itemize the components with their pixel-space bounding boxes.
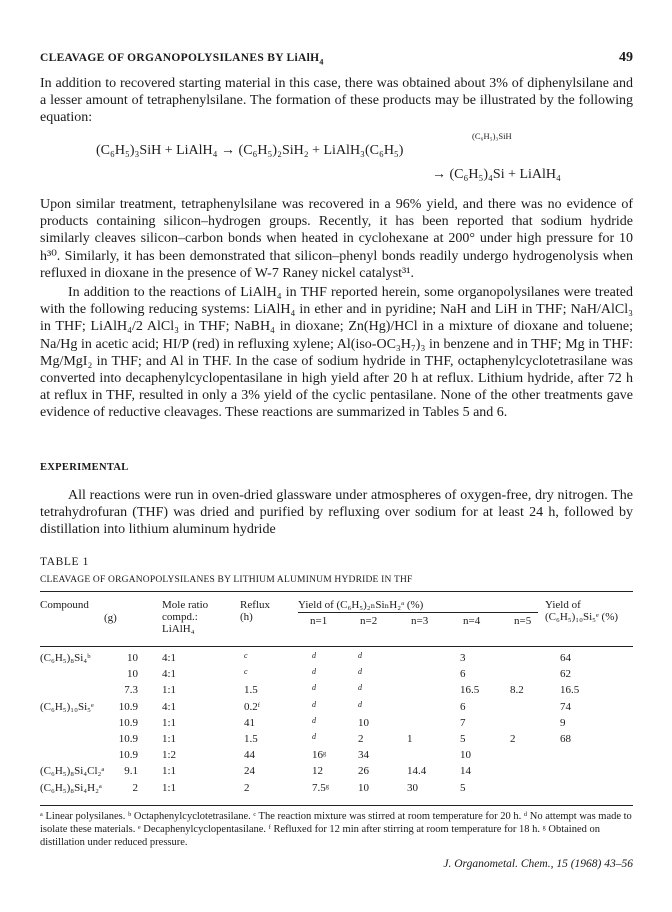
table-cell-compound: (C₆H₅)₈Si₄Cl₂ᵃ xyxy=(40,765,105,778)
header-reflux: Reflux (h) xyxy=(240,599,270,623)
table-cell-g: 10 xyxy=(127,652,138,664)
table-cell-ratio: 1:1 xyxy=(162,733,177,745)
table-cell-n2: d xyxy=(358,699,362,709)
header-mole-ratio: Mole ratio compd.: LiAlH₄ xyxy=(162,599,209,635)
table-cell-ratio: 1:1 xyxy=(162,765,177,778)
table-cell-n1: d xyxy=(312,651,316,660)
table-cell-compound: (C₆H₅)₈Si₄ᵇ xyxy=(40,652,91,664)
table-cell-n3: 30 xyxy=(407,781,418,794)
table-cell-n2: 34 xyxy=(358,749,369,762)
paragraph-tetraphenylsilane: Upon similar treatment, tetraphenylsilane was recovered in a 96% yield, and there was no evidence of products containing silicon–hydrogen groups. Recently, it has been reported that sodium hydride similarly cleaves silicon–carbon bonds when heated in cyclohexane at 200° under high pressure for 10 h³⁰. Similarly, it has been demonstrated that silicon–phenyl bonds readily undergo hydrogenolysis when refluxed in dioxane in the presence of W-7 Raney nickel catalyst³¹. xyxy=(40,197,633,281)
table-cell-ratio: 4:1 xyxy=(162,700,177,713)
table-cell-ratio: 1:1 xyxy=(162,684,177,697)
equation-catalyst: (C₆H₅)₃SiH xyxy=(472,131,512,141)
table-cell-ratio: 1:2 xyxy=(162,749,177,762)
table-cell-reflux: c xyxy=(244,667,248,677)
section-heading-experimental: EXPERIMENTAL xyxy=(40,462,129,473)
table-cell-last: 64 xyxy=(560,652,571,664)
table-cell-n4: 10 xyxy=(460,749,471,762)
table-cell-reflux: 24 xyxy=(244,765,255,778)
table-footnotes: ᵃ Linear polysilanes. ᵇ Octaphenylcyclotetrasilane. ᶜ The reaction mixture was stirred at room temperature for 20 h. ᵈ No attempt was made to isolate these materials. ᵉ Decaphenylcyclopentasilane. ᶠ Refluxed for 12 min after stirring at room temperature for 18 h. ᵍ Obtained on distillation under reduced pressure. xyxy=(40,811,632,848)
header-compound: Compound xyxy=(40,599,89,611)
table-cell-n5: 8.2 xyxy=(510,684,524,697)
paragraph-reducing-systems-text: In addition to the reactions of LiAlH₄ in THF reported herein, some organopolysilanes were treated with the following reducing systems: LiAlH₄ in ether and in pyridine; NaH and LiH in THF; NaH/AlCl₃ in THF; LiAlH₄/2 AlCl₃ in THF; NaBH₄ in dioxane; Zn(Hg)/HCl in a mixture of dioxane and toluene; Na/Hg in acetic acid; HI/P (red) in refluxing xylene; Al(iso-OC₃H₇)₃ in benzene and in THF; Mg in THF: Mg/MgI₂ in THF; and Al in THF. In the case of sodium hydride in THF, octaphenylcyclotetrasilane was converted into decaphenylcyclopentasilane in high yield after 20 h at reflux. Lithium hydride, after 72 h at reflux in THF, resulted in only a 3% yield of the cyclic pentasilane. None of the other treatments gave evidence of reductive cleavages. These reactions are summarized in Tables 5 and 6. xyxy=(40,285,633,421)
table-cell-n4: 7 xyxy=(460,716,466,729)
paragraph-intro: In addition to recovered starting material in this case, there was obtained about 3% of diphenylsilane and a lesser amount of tetraphenylsilane. The formation of these products may be illustrated by the following equation: xyxy=(40,76,633,126)
header-n4: n=4 xyxy=(463,615,481,627)
table-header-rule xyxy=(40,646,633,647)
table-cell-reflux: 41 xyxy=(244,716,255,729)
table-cell-n1: d xyxy=(312,699,316,709)
table-cell-reflux: 0.2ᶠ xyxy=(244,700,261,713)
header-n2: n=2 xyxy=(360,615,378,627)
table-cell-n4: 6 xyxy=(460,668,466,681)
table-cell-ratio: 1:1 xyxy=(162,716,177,729)
header-n3: n=3 xyxy=(411,615,429,627)
table-cell-g: 10.9 xyxy=(118,749,138,762)
table-cell-n1: 16ᵍ xyxy=(312,749,327,762)
running-head xyxy=(40,50,633,66)
table-cell-g: 9.1 xyxy=(124,765,138,778)
journal-citation: J. Organometal. Chem., 15 (1968) 43–56 xyxy=(443,858,633,870)
table-cell-n1: d xyxy=(312,683,316,693)
table-cell-g: 7.3 xyxy=(124,684,138,697)
header-yield-last: Yield of (C₆H₅)₁₀Si₅ᵉ (%) xyxy=(545,599,619,623)
table-cell-n2: d xyxy=(358,667,362,677)
paragraph-experimental xyxy=(40,487,633,539)
header-group-rule xyxy=(298,612,538,613)
table-cell-n4: 5 xyxy=(460,733,466,745)
table-cell-reflux: c xyxy=(244,651,248,660)
table-cell-g: 10 xyxy=(127,668,138,681)
table-cell-g: 10.9 xyxy=(118,733,138,745)
table-cell-g: 10.9 xyxy=(118,716,138,729)
table-cell-n2: d xyxy=(358,683,362,693)
table-cell-reflux: 1.5 xyxy=(244,733,258,745)
table-cell-reflux: 2 xyxy=(244,781,250,794)
table-cell-n2: d xyxy=(358,651,362,660)
table-caption: CLEAVAGE OF ORGANOPOLYSILANES BY LITHIUM ALUMINUM HYDRIDE IN THF xyxy=(40,575,413,585)
table-cell-compound: (C₆H₅)₁₀Si₅ᵉ xyxy=(40,700,94,713)
table-cell-g: 10.9 xyxy=(118,700,138,713)
table-cell-ratio: 4:1 xyxy=(162,652,177,664)
table-cell-ratio: 4:1 xyxy=(162,668,177,681)
equation-line-2: → (C₆H₅)₄Si + LiAlH₄ xyxy=(432,167,561,182)
table-cell-ratio: 1:1 xyxy=(162,781,177,794)
table-cell-n2: 2 xyxy=(358,733,364,745)
table-cell-n2: 10 xyxy=(358,716,369,729)
table-cell-reflux: 44 xyxy=(244,749,255,762)
header-yield-group: Yield of (C₆H₅)₂ₙSiₙH₂ᵃ (%) xyxy=(298,599,424,611)
table-cell-n2: 10 xyxy=(358,781,369,794)
table-cell-g: 2 xyxy=(132,781,138,794)
equation-line-1: (C₆H₅)₃SiH + LiAlH₄ → (C₆H₅)₂SiH₂ + LiAlH₃(C₆H₅) xyxy=(96,143,404,158)
table-cell-last: 9 xyxy=(560,716,566,729)
table-cell-last: 16.5 xyxy=(560,684,580,697)
table-top-rule xyxy=(40,591,633,592)
table-cell-compound: (C₆H₅)₈Si₄H₂ᵃ xyxy=(40,781,102,794)
table-cell-n1: 12 xyxy=(312,765,323,778)
table-cell-last: 62 xyxy=(560,668,571,681)
table-bottom-rule xyxy=(40,805,633,806)
table-cell-n4: 16.5 xyxy=(460,684,480,697)
header-n5: n=5 xyxy=(514,615,532,627)
table-cell-n1: d xyxy=(312,715,316,725)
running-title: CLEAVAGE OF ORGANOPOLYSILANES BY LiAlH$_4$ xyxy=(40,52,324,67)
table-cell-n1: d xyxy=(312,667,316,677)
table-cell-n4: 5 xyxy=(460,781,466,794)
table-cell-n4: 3 xyxy=(460,652,466,664)
table-cell-n5: 2 xyxy=(510,733,516,745)
table-cell-n1: d xyxy=(312,732,316,741)
table-cell-last: 74 xyxy=(560,700,571,713)
paragraph-reducing-systems xyxy=(40,284,633,422)
table-cell-last: 68 xyxy=(560,733,571,745)
table-label: TABLE 1 xyxy=(40,556,89,568)
table-cell-n4: 14 xyxy=(460,765,471,778)
header-grams: (g) xyxy=(104,612,117,624)
table-cell-n1: 7.5ᵍ xyxy=(312,781,330,794)
header-n1: n=1 xyxy=(310,615,328,627)
paragraph-experimental-text: All reactions were run in oven-dried glassware under atmospheres of oxygen-free, dry nitrogen. The tetrahydrofuran (THF) was dried and purified by refluxing over sodium for at least 24 h, followed by distillation into lithium aluminum hydride xyxy=(40,488,633,538)
table-cell-reflux: 1.5 xyxy=(244,684,258,697)
table-cell-n3: 1 xyxy=(407,733,413,745)
table-cell-n4: 6 xyxy=(460,700,466,713)
table-cell-n2: 26 xyxy=(358,765,369,778)
page-number: 49 xyxy=(619,50,633,65)
table-cell-n3: 14.4 xyxy=(407,765,427,778)
